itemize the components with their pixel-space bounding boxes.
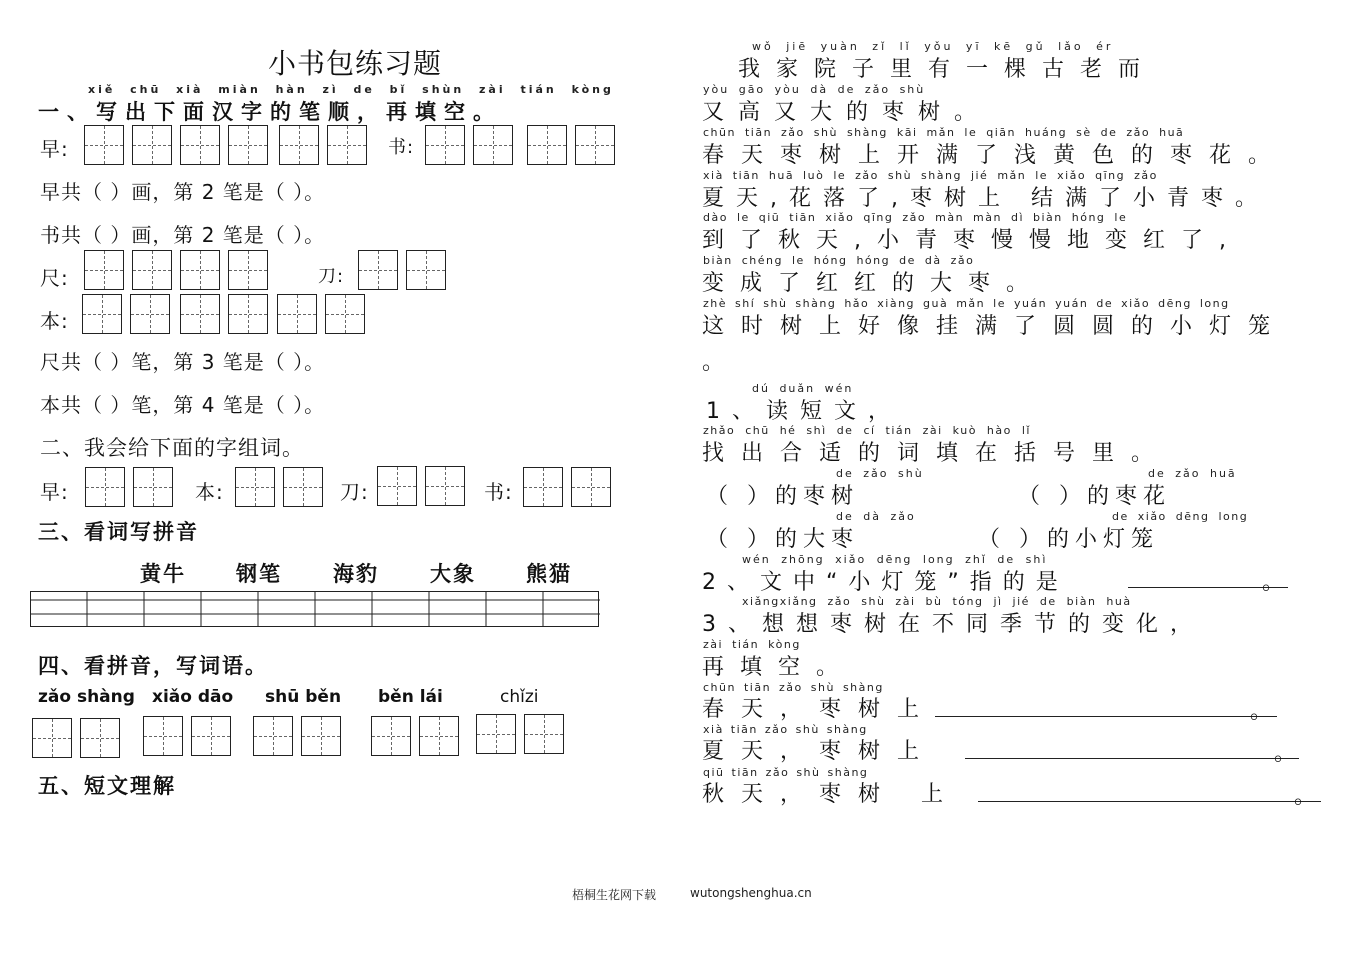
- writing-grid[interactable]: [84, 125, 124, 165]
- q1-pinyin: dú duǎn wén: [752, 382, 854, 395]
- footer-url[interactable]: wutongshenghua.cn: [690, 886, 812, 900]
- question-1: 1、读短文，: [706, 399, 902, 424]
- writing-grid[interactable]: [406, 250, 446, 290]
- question-3b: 再填空。: [702, 655, 855, 680]
- spring-pinyin: chūn tiān zǎo shù shàng: [703, 681, 884, 694]
- writing-grid[interactable]: [283, 467, 323, 507]
- writing-grid[interactable]: [527, 125, 567, 165]
- s2-dao-label: 刀:: [340, 480, 369, 504]
- writing-grid[interactable]: [301, 716, 341, 756]
- writing-grid[interactable]: [476, 714, 516, 754]
- writing-grid[interactable]: [327, 125, 367, 165]
- page-title: 小书包练习题: [268, 47, 443, 80]
- question-chi-strokes: 尺共（ ）笔，第 3 笔是（ ）。: [40, 350, 326, 374]
- writing-grid[interactable]: [473, 125, 513, 165]
- q1b-pinyin: zhǎo chū hé shì de cí tián zài kuò hào lǐ: [703, 424, 1031, 437]
- blank-xiaodenglong[interactable]: （ ）的小灯笼: [978, 527, 1159, 552]
- question-1b: 找出合适的词填在括号里。: [702, 441, 1171, 466]
- zao-label: 早:: [40, 137, 69, 161]
- passage-pinyin-6: biàn chéng le hóng hóng de dà zǎo: [703, 254, 975, 267]
- writing-grid[interactable]: [191, 716, 231, 756]
- writing-grid[interactable]: [571, 467, 611, 507]
- passage-line-8: 。: [702, 350, 739, 375]
- passage-line-3: 春天枣树上开满了浅黄色的枣花。: [702, 143, 1288, 168]
- section5-title: 五、短文理解: [38, 774, 176, 798]
- writing-grid[interactable]: [180, 125, 220, 165]
- pinyin-zaoshang: zǎo shàng: [38, 687, 135, 707]
- autumn-period: 。: [1294, 784, 1331, 809]
- spring-prompt: 春天，枣树上: [702, 697, 937, 722]
- writing-grid[interactable]: [425, 125, 465, 165]
- word-gangbi: 钢笔: [236, 562, 282, 586]
- writing-grid[interactable]: [180, 250, 220, 290]
- blank2a-pinyin: de dà zǎo: [836, 510, 916, 523]
- chi-label: 尺:: [40, 266, 69, 290]
- writing-grid[interactable]: [132, 250, 172, 290]
- shu-label: 书:: [388, 137, 415, 158]
- writing-grid[interactable]: [524, 714, 564, 754]
- section4-title: 四、看拼音，写词语。: [38, 654, 268, 678]
- writing-grid[interactable]: [235, 467, 275, 507]
- spring-period: 。: [1250, 699, 1287, 724]
- passage-line-4: 夏天,花落了,枣树上 结满了小青枣。: [702, 186, 1269, 211]
- autumn-prompt: 秋天，枣树 上: [702, 782, 960, 807]
- writing-grid[interactable]: [80, 718, 120, 758]
- writing-grid[interactable]: [325, 294, 365, 334]
- s2-ben-label: 本:: [195, 480, 224, 504]
- writing-grid[interactable]: [279, 125, 319, 165]
- blank-dazao[interactable]: （ ）的大枣: [706, 527, 859, 552]
- passage-pinyin-3: chūn tiān zǎo shù shàng kāi mǎn le qiān huáng sè de zǎo huā: [703, 126, 1185, 139]
- pinyin-shuben: shū běn: [265, 687, 342, 707]
- section3-title: 三、看词写拼音: [38, 520, 199, 544]
- writing-grid[interactable]: [377, 466, 417, 506]
- passage-pinyin-7: zhè shí shù shàng hǎo xiàng guà mǎn le yuán yuán de xiǎo dēng long: [703, 297, 1230, 310]
- writing-grid[interactable]: [32, 718, 72, 758]
- writing-grid[interactable]: [85, 467, 125, 507]
- blank1a-pinyin: de zǎo shù: [836, 467, 924, 480]
- question-ben-strokes: 本共（ ）笔，第 4 笔是（ ）。: [40, 393, 326, 417]
- writing-grid[interactable]: [130, 294, 170, 334]
- answer-line-autumn[interactable]: [978, 801, 1321, 802]
- passage-pinyin-2: yòu gāo yòu dà de zǎo shù: [703, 83, 926, 96]
- ben-label: 本:: [40, 309, 69, 333]
- writing-grid[interactable]: [523, 467, 563, 507]
- s2-zao-label: 早:: [40, 480, 69, 504]
- section2-title: 二、我会给下面的字组词。: [40, 436, 304, 460]
- writing-grid[interactable]: [419, 716, 459, 756]
- passage-line-2: 又高又大的枣树。: [702, 100, 991, 125]
- writing-grid[interactable]: [133, 467, 173, 507]
- blank-zaohua[interactable]: （ ）的枣花: [1018, 484, 1171, 509]
- blank2b-pinyin: de xiǎo dēng long: [1112, 510, 1249, 523]
- writing-grid[interactable]: [425, 466, 465, 506]
- summer-pinyin: xià tiān zǎo shù shàng: [703, 723, 868, 736]
- passage-pinyin-4: xià tiān huā luò le zǎo shù shàng jié mǎn le xiǎo qīng zǎo: [703, 169, 1158, 182]
- writing-grid[interactable]: [277, 294, 317, 334]
- summer-period: 。: [1274, 741, 1311, 766]
- dao-label: 刀:: [318, 266, 345, 287]
- pinyin-chizi: chǐzi: [500, 687, 539, 707]
- word-haibao: 海豹: [333, 562, 379, 586]
- footer-site-name: 梧桐生花网下载: [572, 888, 657, 902]
- s2-shu-label: 书:: [484, 480, 513, 504]
- writing-grid[interactable]: [82, 294, 122, 334]
- question-2: 2、文中“小灯笼”指的是: [702, 570, 1069, 595]
- answer-line-spring[interactable]: [935, 716, 1277, 717]
- writing-grid[interactable]: [84, 250, 124, 290]
- passage-line-5: 到了秋天,小青枣慢慢地变红了,: [702, 228, 1242, 253]
- word-xiongmao: 熊猫: [526, 562, 572, 586]
- autumn-pinyin: qiū tiān zǎo shù shàng: [703, 766, 869, 779]
- q3b-pinyin: zài tián kòng: [703, 638, 801, 651]
- passage-pinyin-5: dào le qiū tiān xiǎo qīng zǎo màn màn dì biàn hóng le: [703, 211, 1128, 224]
- word-daxiang: 大象: [430, 562, 476, 586]
- section1-pinyin: xiě chū xià miàn hàn zì de bǐ shùn zài tián kòng: [88, 83, 614, 96]
- passage-line-1: 我家院子里有一棵古老而: [738, 57, 1157, 82]
- answer-line-summer[interactable]: [965, 758, 1299, 759]
- section1-title: 一、写出下面汉字的笔顺，再填空。: [38, 100, 502, 124]
- question-3: 3、想想枣树在不同季节的变化，: [702, 612, 1204, 637]
- passage-line-6: 变成了红红的大枣。: [702, 271, 1045, 296]
- pinyin-four-line-grid[interactable]: [30, 590, 600, 628]
- blank1b-pinyin: de zǎo huā: [1148, 467, 1237, 480]
- writing-grid[interactable]: [143, 716, 183, 756]
- q2-pinyin: wén zhōng xiǎo dēng long zhǐ de shì: [742, 553, 1048, 566]
- writing-grid[interactable]: [228, 125, 268, 165]
- writing-grid[interactable]: [132, 125, 172, 165]
- writing-grid[interactable]: [358, 250, 398, 290]
- passage-pinyin-1: wǒ jiē yuàn zǐ lǐ yǒu yī kē gǔ lǎo ér: [752, 40, 1114, 53]
- writing-grid[interactable]: [228, 294, 268, 334]
- question-shu-strokes: 书共（ ）画，第 2 笔是（ ）。: [40, 223, 326, 247]
- blank-zaoshu[interactable]: （ ）的枣树: [706, 484, 859, 509]
- pinyin-xiaodao: xiǎo dāo: [152, 687, 234, 707]
- q3-pinyin: xiǎngxiǎng zǎo shù zài bù tóng jì jié de biàn huà: [742, 595, 1132, 608]
- word-huangniu: 黄牛: [140, 562, 186, 586]
- question-zao-strokes: 早共（ ）画，第 2 笔是（ ）。: [40, 180, 326, 204]
- pinyin-benlai: běn lái: [378, 687, 443, 707]
- passage-line-7: 这时树上好像挂满了圆圆的小灯笼: [702, 314, 1288, 339]
- writing-grid[interactable]: [371, 716, 411, 756]
- writing-grid[interactable]: [253, 716, 293, 756]
- q2-period: 。: [1262, 570, 1299, 595]
- summer-prompt: 夏天，枣树上: [702, 739, 937, 764]
- writing-grid[interactable]: [575, 125, 615, 165]
- writing-grid[interactable]: [228, 250, 268, 290]
- writing-grid[interactable]: [180, 294, 220, 334]
